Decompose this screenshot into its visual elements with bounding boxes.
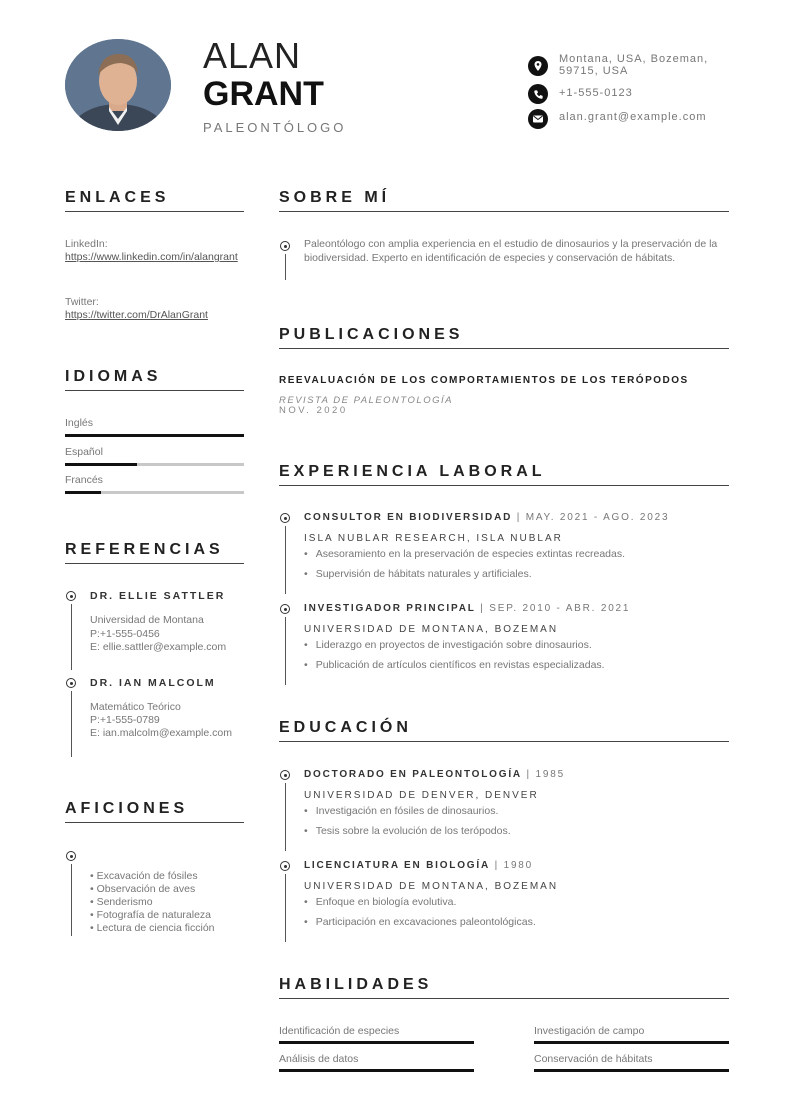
section-divider: [279, 348, 729, 349]
section-divider: [65, 390, 244, 391]
about-text: Paleontólogo con amplia experiencia en el estudio de dinosaurios y la preservación de la biodiversidad. Experto en identificación de especies y conservación de hábitats.: [304, 238, 718, 264]
timeline-dot-icon: [280, 604, 290, 614]
language-level-bar: [65, 491, 244, 494]
language-name: Inglés: [65, 417, 94, 429]
education-bullet: • Tesis sobre la evolución de los terópodos.: [304, 825, 511, 837]
contact-location: Montana, USA, Bozeman, 59715, USA: [559, 53, 709, 77]
section-divider: [279, 741, 729, 742]
last-name: GRANT: [203, 75, 324, 113]
section-divider: [65, 211, 244, 212]
language-name: Español: [65, 446, 103, 458]
section-title-referencias: REFERENCIAS: [65, 541, 224, 558]
education-org: UNIVERSIDAD DE MONTANA, BOZEMAN: [304, 881, 559, 892]
hobby-item: • Excavación de fósiles: [90, 870, 198, 882]
first-name: ALAN: [203, 35, 302, 76]
phone-icon: [528, 84, 548, 104]
job-bullet: • Supervisión de hábitats naturales y artificiales.: [304, 568, 532, 580]
timeline-dot-icon: [280, 513, 290, 523]
section-divider: [65, 822, 244, 823]
job-bullet: • Publicación de artículos científicos en revistas especializadas.: [304, 659, 605, 671]
timeline-line: [285, 874, 286, 942]
hobby-item: • Observación de aves: [90, 883, 196, 895]
timeline-line: [285, 617, 286, 685]
contact-email: alan.grant@example.com: [559, 111, 707, 123]
language-level-fill: [65, 491, 101, 494]
timeline-line: [285, 254, 286, 280]
education-bullet: • Participación en excavaciones paleontológicas.: [304, 916, 536, 928]
timeline-dot-icon: [280, 861, 290, 871]
timeline-dot-icon: [66, 678, 76, 688]
location-icon: [528, 56, 548, 76]
publication-date: NOV. 2020: [279, 405, 348, 416]
job-org: UNIVERSIDAD DE MONTANA, BOZEMAN: [304, 624, 559, 635]
link-twitter[interactable]: https://twitter.com/DrAlanGrant: [65, 309, 208, 321]
publication-journal: REVISTA DE PALEONTOLOGÍA: [279, 395, 453, 406]
timeline-dot-icon: [280, 241, 290, 251]
reference-name: DR. IAN MALCOLM: [90, 677, 216, 689]
language-level-bar: [65, 434, 244, 437]
job-bullet: • Liderazgo en proyectos de investigación sobre dinosaurios.: [304, 639, 592, 651]
timeline-line: [71, 864, 72, 936]
timeline-dot-icon: [66, 591, 76, 601]
section-title-aficiones: AFICIONES: [65, 800, 189, 817]
education-org: UNIVERSIDAD DE DENVER, DENVER: [304, 790, 539, 801]
hobby-item: • Fotografía de naturaleza: [90, 909, 212, 921]
reference-name: DR. ELLIE SATTLER: [90, 590, 226, 602]
publication-title: REEVALUACIÓN DE LOS COMPORTAMIENTOS DE LOS TERÓPODOS: [279, 375, 689, 386]
job-org: ISLA NUBLAR RESEARCH, ISLA NUBLAR: [304, 533, 563, 544]
contact-phone: +1-555-0123: [559, 87, 633, 99]
skill-name: Identificación de especies: [279, 1025, 400, 1037]
education-bullet: • Enfoque en biología evolutiva.: [304, 896, 456, 908]
section-divider: [279, 211, 729, 212]
language-name: Francés: [65, 474, 103, 486]
timeline-dot-icon: [280, 770, 290, 780]
skill-bar: [279, 1041, 474, 1044]
section-title-enlaces: ENLACES: [65, 189, 170, 206]
skill-bar: [279, 1069, 474, 1072]
section-divider: [279, 485, 729, 486]
job-header: CONSULTOR EN BIODIVERSIDAD | MAY. 2021 - AGO. 2023: [304, 512, 670, 523]
reference-phone: P:+1-555-0789: [90, 714, 160, 726]
language-level-fill: [65, 463, 137, 466]
language-level-fill: [65, 434, 244, 437]
job-header: INVESTIGADOR PRINCIPAL | SEP. 2010 - ABR. 2021: [304, 603, 631, 614]
profile-photo: [65, 39, 171, 131]
section-divider: [279, 998, 729, 999]
education-header: LICENCIATURA EN BIOLOGÍA | 1980: [304, 860, 534, 871]
timeline-line: [71, 691, 72, 757]
section-title-idiomas: IDIOMAS: [65, 368, 162, 385]
reference-email: E: ellie.sattler@example.com: [90, 641, 227, 653]
skill-name: Análisis de datos: [279, 1053, 359, 1065]
timeline-dot-icon: [66, 851, 76, 861]
link-linkedin[interactable]: https://www.linkedin.com/in/alangrant: [65, 251, 238, 263]
reference-org: Universidad de Montana: [90, 614, 204, 626]
hobby-item: • Lectura de ciencia ficción: [90, 922, 215, 934]
education-header: DOCTORADO EN PALEONTOLOGÍA | 1985: [304, 769, 565, 780]
section-title-sobre-mi: SOBRE MÍ: [279, 189, 391, 206]
reference-email: E: ian.malcolm@example.com: [90, 727, 232, 739]
language-level-bar: [65, 463, 244, 466]
reference-org: Matemático Teórico: [90, 701, 181, 713]
section-divider: [65, 563, 244, 564]
section-title-habilidades: HABILIDADES: [279, 976, 433, 993]
education-bullet: • Investigación en fósiles de dinosaurios.: [304, 805, 498, 817]
skill-name: Investigación de campo: [534, 1025, 645, 1037]
timeline-line: [285, 783, 286, 851]
job-title: PALEONTÓLOGO: [203, 120, 347, 135]
link-label-linkedin: LinkedIn:: [65, 238, 108, 250]
job-bullet: • Asesoramiento en la preservación de especies extintas recreadas.: [304, 548, 625, 560]
timeline-line: [285, 526, 286, 594]
skill-bar: [534, 1069, 729, 1072]
hobby-item: • Senderismo: [90, 896, 153, 908]
section-title-experiencia: EXPERIENCIA LABORAL: [279, 463, 546, 480]
timeline-line: [71, 604, 72, 670]
section-title-publicaciones: PUBLICACIONES: [279, 326, 464, 343]
link-label-twitter: Twitter:: [65, 296, 99, 308]
skill-bar: [534, 1041, 729, 1044]
email-icon: [528, 109, 548, 129]
section-title-educacion: EDUCACIÓN: [279, 719, 412, 736]
skill-name: Conservación de hábitats: [534, 1053, 653, 1065]
reference-phone: P:+1-555-0456: [90, 628, 160, 640]
